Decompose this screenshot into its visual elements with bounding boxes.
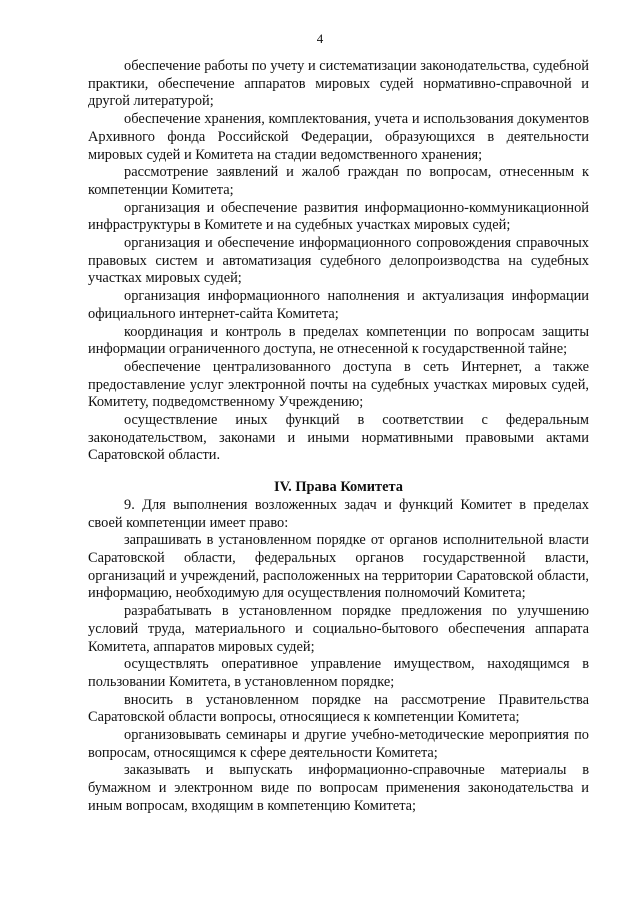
rights-paragraph-3: осуществлять оперативное управление имуществом, находящимся в пользовании Комитета, в установленном порядке; <box>88 656 589 690</box>
rights-paragraph-6: заказывать и выпускать информационно-справочные материалы в бумажном и электронном виде по вопросам применения законодательства и иным вопросам, входящим в компетенцию Комитета; <box>88 762 589 814</box>
functions-paragraph-2: обеспечение хранения, комплектования, учета и использования документов Архивного фонда Российской Федерации, образующихся в деятельности мировых судей и Комитета на стадии ведомственного хранения; <box>88 111 589 163</box>
functions-paragraph-8: обеспечение централизованного доступа в сеть Интернет, а также предоставление услуг электронной почты на судебных участках мировых судей, Комитету, подведомственному Учреждению; <box>88 358 589 411</box>
functions-paragraph-9: осуществление иных функций в соответствии с федеральным законодательством, законами и иными нормативными правовыми актами Саратовской области. <box>88 412 589 464</box>
section-heading: IV. Права Комитета <box>274 479 403 496</box>
functions-paragraph-4: организация и обеспечение развития информационно-коммуникационной инфраструктуры в Комитете и на судебных участках мировых судей; <box>88 199 589 234</box>
page-number: 4 <box>316 31 324 46</box>
functions-paragraph-3: рассмотрение заявлений и жалоб граждан по вопросам, отнесенным к компетенции Комитета; <box>88 164 589 198</box>
functions-paragraph-1: обеспечение работы по учету и систематизации законодательства, судебной практики, обеспечение аппаратов мировых судей нормативно-справочной и другой литературой; <box>88 58 589 110</box>
rights-intro-paragraph: 9. Для выполнения возложенных задач и функций Комитет в пределах своей компетенции имеет право: <box>88 496 589 531</box>
rights-paragraph-2: разрабатывать в установленном порядке предложения по улучшению условий труда, материального и социально-бытового обеспечения аппарата Комитета, аппаратов мировых судей; <box>88 603 589 655</box>
document-body <box>88 58 589 816</box>
functions-paragraph-7: координация и контроль в пределах компетенции по вопросам защиты информации ограниченного доступа, не отнесенной к государственной тайне; <box>88 323 589 358</box>
rights-paragraph-5: организовывать семинары и другие учебно-методические мероприятия по вопросам, относящимся к сфере деятельности Комитета; <box>88 727 589 761</box>
functions-paragraph-6: организация информационного наполнения и актуализация информации официального интернет-сайта Комитета; <box>88 288 589 322</box>
rights-paragraph-1: запрашивать в установленном порядке от органов исполнительной власти Саратовской области, федеральных органов государственной власти, организаций и учреждений, расположенных на территории Саратовской области, информацию, необходимую для осуществления полномочий Комитета; <box>88 532 589 602</box>
functions-paragraph-5: организация и обеспечение информационного сопровождения справочных правовых систем и автоматизация судебного делопроизводства на судебных участках мировых судей; <box>88 235 589 287</box>
rights-paragraph-4: вносить в установленном порядке на рассмотрение Правительства Саратовской области вопросы, относящиеся к компетенции Комитета; <box>88 691 589 726</box>
